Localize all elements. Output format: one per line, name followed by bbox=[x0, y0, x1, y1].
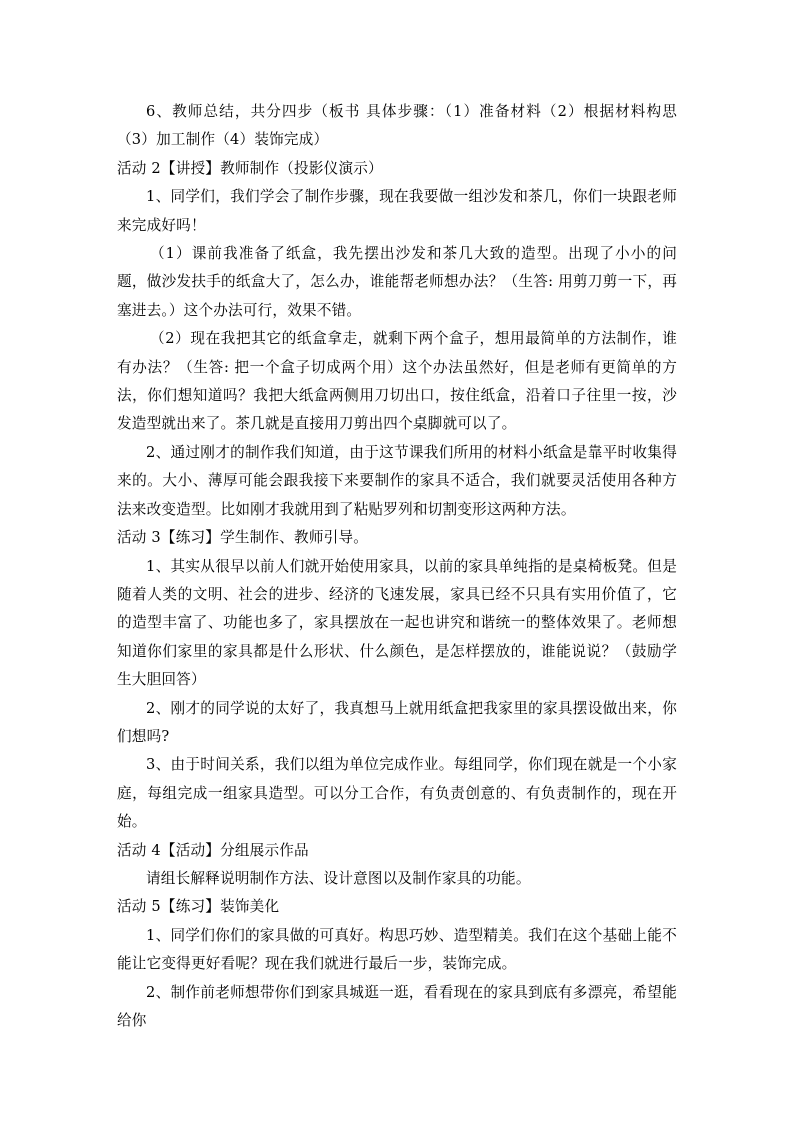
paragraph-activity3-step1: 1、其实从很早以前人们就开始使用家具，以前的家具单纯指的是桌椅板凳。但是随着人类的文明、社会的进步、经济的飞速发展，家具已经不只具有实用价值了，它的造型丰富了、功能也多了，家具摆放在一起也讲究和谐统一的整体效果了。老师想知道你们家里的家具都是什么形状、什么颜色，是怎样摆放的，谁能说说？（鼓励学生大胆回答） bbox=[117, 557, 677, 689]
paragraph-activity4-text: 请组长解释说明制作方法、设计意图以及制作家具的功能。 bbox=[146, 869, 531, 887]
paragraph-activity5-step2: 2、制作前老师想带你们到家具城逛一逛，看看现在的家具到底有多漂亮，希望能给你 bbox=[117, 983, 677, 1029]
paragraph-activity3-step2: 2、刚才的同学说的太好了，我真想马上就用纸盒把我家里的家具摆设做出来，你们想吗? bbox=[117, 699, 677, 745]
paragraph-activity3-step3: 3、由于时间关系，我们以组为单位完成作业。每组同学，你们现在就是一个小家庭，每组完成一组家具造型。可以分工合作，有负责创意的、有负责制作的，现在开始。 bbox=[117, 756, 677, 831]
activity-5-heading: 活动 5【练习】装饰美化 bbox=[117, 898, 280, 916]
paragraph-activity2-step1: 1、同学们，我们学会了制作步骤，现在我要做一组沙发和茶几，你们一块跟老师来完成好吗！ bbox=[117, 188, 677, 234]
paragraph-activity2-step2: 2、通过刚才的制作我们知道，由于这节课我们所用的材料小纸盒是靠平时收集得来的。大小、薄厚可能会跟我接下来要制作的家具不适合，我们就要灵活使用各种方法来改变造型。比如刚才我就用到了粘贴罗列和切割变形这两种方法。 bbox=[117, 443, 677, 518]
paragraph-activity2-sub1: （1）课前我准备了纸盒，我先摆出沙发和茶几大致的造型。出现了小小的问题，做沙发扶手的纸盒大了，怎么办，谁能帮老师想办法？（生答: 用剪刀剪一下，再塞进去。）这个办法可行，效果不错。 bbox=[117, 245, 677, 319]
paragraph-activity5-step1: 1、同学们你们的家具做的可真好。构思巧妙、造型精美。我们在这个基础上能不能让它变得更好看呢？现在我们就进行最后一步，装饰完成。 bbox=[117, 926, 677, 973]
paragraph-summary: 6、教师总结，共分四步（板书 具体步骤：（1）准备材料（2）根据材料构思（3）加工制作（4）装饰完成） bbox=[117, 103, 677, 149]
paragraph-activity2-sub2: （2）现在我把其它的纸盒拿走，就剩下两个盒子，想用最简单的方法制作，谁有办法？（生答: 把一个盒子切成两个用）这个办法虽然好，但是老师有更简单的方法，你们想知道吗？我把大纸盒两侧用刀切出口，按住纸盒，沿着口子往里一按，沙发造型就出来了。茶几就是直接用刀剪出四个桌脚就可以了。 bbox=[117, 330, 677, 433]
activity-3-heading: 活动 3【练习】学生制作、教师引导。 bbox=[117, 529, 369, 547]
activity-4-heading: 活动 4【活动】分组展示作品 bbox=[117, 841, 309, 859]
activity-2-heading: 活动 2【讲授】教师制作（投影仪演示） bbox=[117, 159, 383, 177]
document-body bbox=[117, 98, 677, 1035]
